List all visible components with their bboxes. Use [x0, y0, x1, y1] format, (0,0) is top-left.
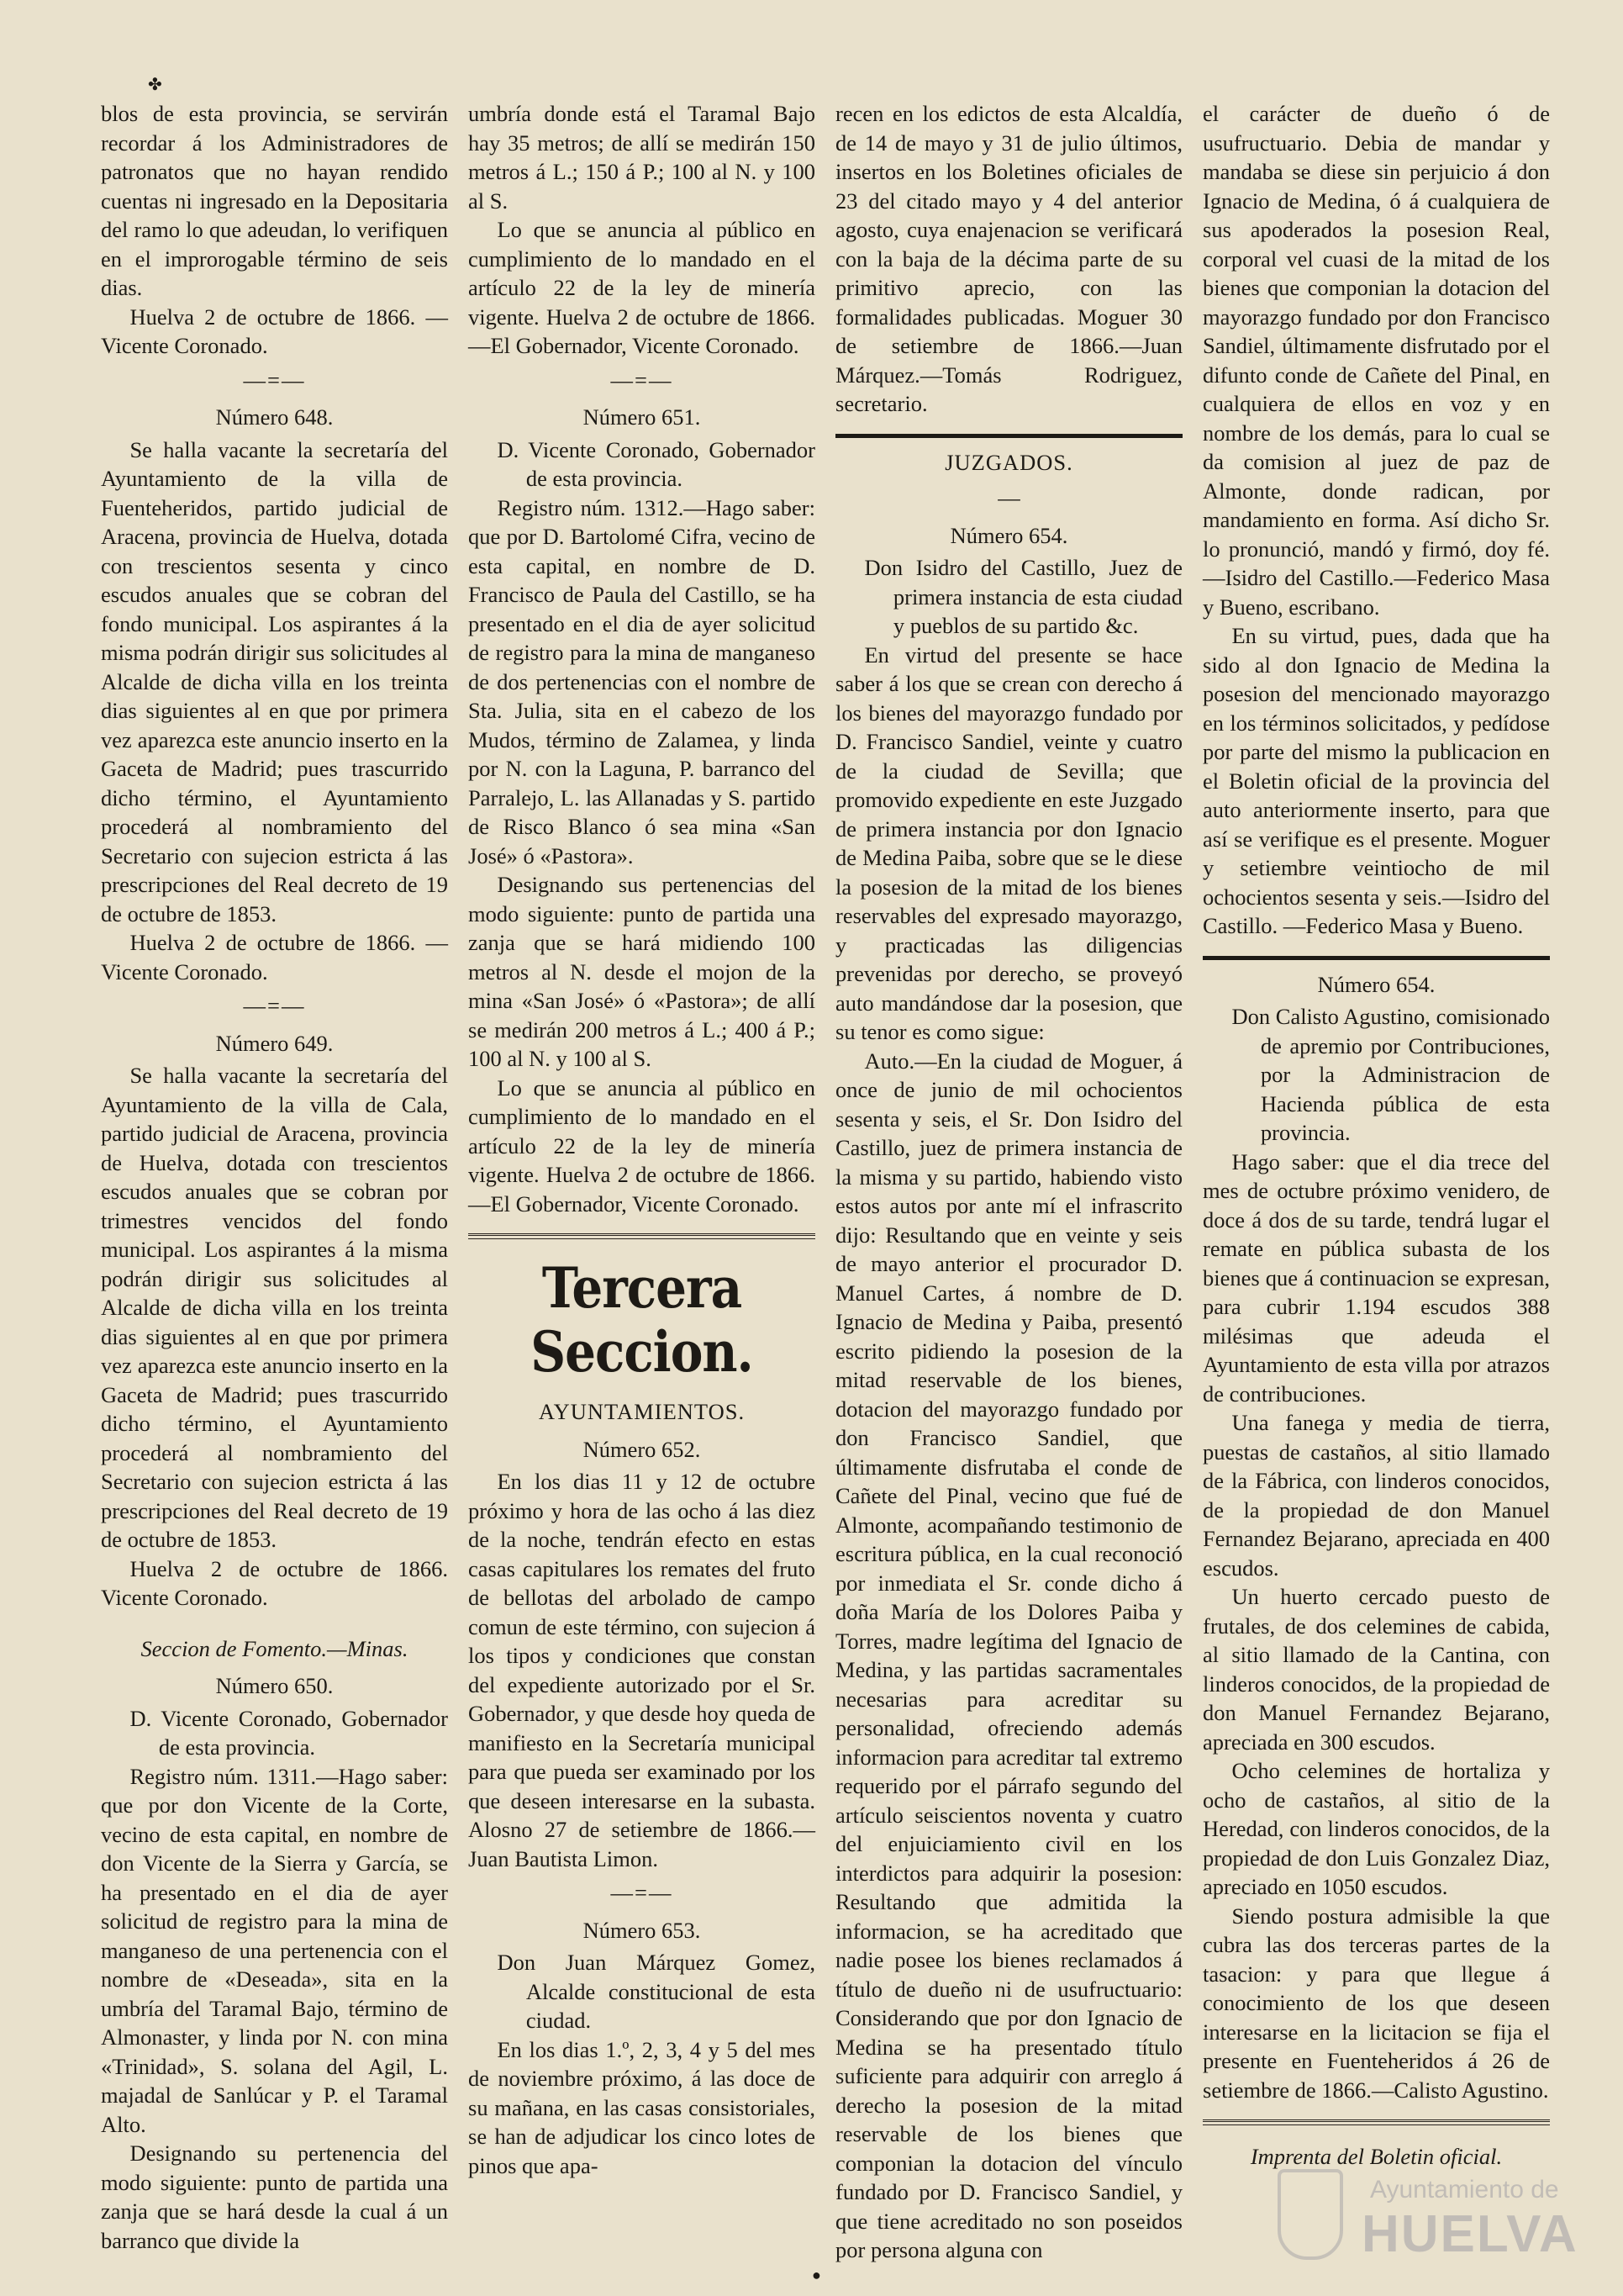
section-rule [468, 1233, 815, 1239]
separator: —=— [610, 1880, 673, 1905]
ornament-mark: ● [812, 2267, 821, 2283]
printer-credit: Imprenta del Boletin oficial. [1250, 2144, 1503, 2169]
text-paragraph: Lo que se anuncia al público en cumplimiento de lo mandado en el artículo 22 de la ley de minería vigente. Huelva 2 de octubre de 1866.—El Gobernador, Vicente Coronado. [468, 217, 815, 358]
section-main-title: Tercera Seccion. [530, 1254, 753, 1386]
text-paragraph: umbría donde está el Taramal Bajo hay 35 metros; de allí se medirán 150 metros á L.; 150 á P.; 100 al N. y 100 al S. [468, 101, 815, 214]
columns [101, 99, 1589, 2265]
notice-number: Número 652. [582, 1436, 701, 1462]
watermark-line: Ayuntamiento de [1370, 2176, 1559, 2204]
subsection-title: JUZGADOS. [945, 449, 1073, 475]
text-paragraph: Una fanega y media de tierra, puestas de castaños, al sitio llamado de la Fábrica, con linderos conocidos, de la propiedad de don Manuel Fernandez Bejarano, apreciada en 400 escudos. [1203, 1410, 1550, 1581]
notice-heading: Don Calisto Agustino, comisionado de apremio por Contribuciones, por la Administracion de Hacienda pública de esta provincia. [1231, 1004, 1550, 1145]
column-1 [101, 99, 448, 2255]
text-paragraph: Siendo postura admisible la que cubra las dos terceras partes de la tasacion: y para que llegue á conocimiento de los que deseen interesarse en la licitacion se fija el presente en Fuenteheridos á 26 de setiembre de 1866.—Calisto Agustino. [1203, 1903, 1550, 2103]
watermark-line: HUELVA [1362, 2205, 1578, 2263]
text-paragraph: Ocho celemines de hortaliza y ocho de castaños, al sitio de la Heredad, con linderos conocidos, de la propiedad de don Luis Gonzalez Diaz, apreciado en 1050 escudos. [1203, 1758, 1550, 1899]
separator-dash: — [998, 485, 1020, 510]
notice-number: Número 649. [215, 1030, 334, 1056]
signature: Huelva 2 de octubre de 1866. Vicente Coronado. [101, 1555, 448, 1610]
notice-number: Número 651. [582, 404, 701, 430]
text-paragraph: Lo que se anuncia al público en cumplimiento de lo mandado en el artículo 22 de la ley de minería vigente. Huelva 2 de octubre de 1866.—El Gobernador, Vicente Coronado. [468, 1074, 815, 1217]
separator: —=— [610, 367, 673, 393]
notice-number: Número 654. [950, 522, 1068, 548]
text-paragraph: Se halla vacante la secretaría del Ayuntamiento de la villa de Fuenteheridos, partido judicial de Aracena, provincia de Huelva, dotada con trescientos sesenta y cinco escudos anuales que se cobran del fondo municipal. Los aspirantes á la misma podrán dirigir sus solicitudes al Alcalde de dicha villa en los treinta dias siguientes al en que por primera vez aparezca este anuncio inserto en la Gaceta de Madrid; pues trascurrido dicho término, el Ayuntamiento procederá al nombramiento del Secretario con sujecion estricta á las prescripciones del Real decreto de 19 de octubre de 1853. [101, 436, 448, 926]
notice-number: Número 653. [582, 1917, 701, 1943]
text-paragraph: Auto.—En la ciudad de Moguer, á once de junio de mil ochocientos sesenta y seis, el Sr. Don Isidro del Castillo, juez de primera instancia de la misma y su partido, habiendo visto estos autos por ante mí el infrascrito dijo: Resultando que en veinte y seis de mayo anterior el procurador D. Manuel Cartes, á nombre de D. Ignacio de Medina y Paiba, presentó escrito pidiendo la posesion de la mitad reservable de los bienes, dotacion del mayorazgo fundado por don Francisco Sandiel, que últimamente disfrutaba el conde de Cañete del Pinal, vecino que fué de Almonte, acompañando testimonio de escritura pública, en la cual reconoció por inmediata el Sr. conde dicho á doña María de los Dolores Paiba y Torres, madre legítima del Ignacio de Medina, y las partidas sacramentales necesarias para acreditar su personalidad, ofreciendo además informacion para acreditar tal extremo requerido por el párrafo segundo del artículo seiscientos noventa y cuatro del enjuiciamiento civil en los interdictos para adquirir la posesion: Resultando que admitida la informacion, se ha acreditado que nadie posee los bienes reclamados á título de dueño ni de usufructuario: Considerando que por don Ignacio de Medina se ha presentado título suficiente para adquirir con arreglo á derecho la posesion de la mitad reservable de los bienes que componian la dotacion del vínculo fundado por D. Francisco Sandiel, y que tiene acreditado no son poseidos por persona alguna con [835, 1048, 1183, 2262]
text-paragraph: Se halla vacante la secretaría del Ayuntamiento de la villa de Cala, partido judicial de Aracena, provincia de Huelva, dotada con trescientos escudos anuales que se cobran por trimestres vencidos del fondo municipal. Los aspirantes á la misma podrán dirigir sus solicitudes al Alcalde de dicha villa en los treinta dias siguientes al en que por primera vez aparezca este anuncio inserto en la Gaceta de Madrid; pues trascurrido dicho término, el Ayuntamiento procederá al nombramiento del Secretario con sujecion estricta á las prescripciones del Real decreto de 19 de octubre de 1853. [101, 1063, 448, 1552]
text-paragraph: el carácter de dueño ó de usufructuario. Debia de mandar y mandaba se diese sin perjuicio á don Ignacio de Medina, ó á cualquiera de sus apoderados la posesion Real, corporal vel cuasi de la mitad de los bienes que componian la dotacion del mayorazgo fundado por don Francisco Sandiel, últimamente disfrutado por el difunto conde de Cañete del Pinal, en cualquiera de ellos en voz y en nombre de los demás, para lo cual se da comision al juez de paz de Almonte, donde radican, por mandamiento en forma. Así dicho Sr. lo pronunció, mandó y firmó, doy fé.—Isidro del Castillo.—Federico Masa y Bueno, escribano. [1203, 101, 1550, 620]
watermark-logo [1278, 2161, 1597, 2270]
separator: —=— [243, 367, 306, 393]
ornament-mark: ✤ [148, 76, 162, 94]
section-rule [835, 434, 1183, 438]
text-paragraph: Designando su pertenencia del modo siguiente: punto de partida una zanja que se hará desde la cual á un barranco que divide la [101, 2140, 448, 2253]
notice-heading: Don Juan Márquez Gomez, Alcalde constitucional de esta ciudad. [497, 1950, 815, 2033]
signature: Huelva 2 de octubre de 1866. —Vicente Coronado. [101, 930, 448, 984]
notice-heading: D. Vicente Coronado, Gobernador de esta provincia. [129, 1705, 448, 1760]
text-paragraph: En su virtud, pues, dada que ha sido al don Ignacio de Medina la posesion del mencionado mayorazgo en los términos solicitados, y pedídose por parte del mismo la publicacion en el Boletin oficial de la provincia del auto anteriormente inserto, para que así se verifique es el presente. Moguer y setiembre veintiocho de mil ochocientos sesenta y seis.—Isidro del Castillo. —Federico Masa y Bueno. [1203, 623, 1550, 938]
signature: Huelva 2 de octubre de 1866. —Vicente Coronado. [101, 303, 448, 358]
notice-heading: Don Isidro del Castillo, Juez de primera instancia de esta ciudad y pueblos de su partido &c. [864, 555, 1183, 638]
text-paragraph: En los dias 1.º, 2, 3, 4 y 5 del mes de noviembre próximo, á las doce de su mañana, en las casas consistoriales, se han de adjudicar los cinco lotes de pinos que apa- [468, 2036, 815, 2178]
text-paragraph: En virtud del presente se hace saber á los que se crean con derecho á los bienes del mayorazgo fundado por D. Francisco Sandiel, veinte y cuatro de la ciudad de Sevilla; que promovido expediente en este Juzgado de primera instancia por don Ignacio de Medina Paiba, sobre que se le diese la posesion de la mitad de los bienes reservables del expresado mayorazgo, y practicadas las diligencias prevenidas por derecho, se proveyó auto mandándose dar la posesion, que su tenor es como sigue: [835, 641, 1183, 1044]
subsection-title: AYUNTAMIENTOS. [538, 1399, 746, 1424]
separator: —=— [243, 993, 306, 1018]
text-paragraph: En los dias 11 y 12 de octubre próximo y hora de las ocho á las diez de la noche, tendrán efecto en estas casas capitulares los remates del fruto de bellotas del arbolado de campo comun de este término, con sujecion á los tipos y condiciones que constan del expediente autorizado por el Sr. Gobernador, y que desde hoy queda de manifiesto en la Secretaría municipal para que pueda ser examinado por los que deseen interesarse en la subasta. Alosno 27 de setiembre de 1866.—Juan Bautista Limon. [468, 1469, 815, 1871]
text-paragraph: Designando sus pertenencias del modo siguiente: punto de partida una zanja que se hará midiendo 100 metros al N. desde el mojon de la mina «San José» ó «Pastora»; de allí se medirán 200 metros á L.; 400 á P.; 100 al N. y 100 al S. [468, 872, 815, 1071]
notice-number: Número 648. [215, 404, 334, 430]
text-paragraph: Un huerto cercado puesto de frutales, de dos celemines de cabida, al sitio llamado de la Cantina, con linderos conocidos, de la propiedad de don Manuel Fernandez Bejarano, apreciada en 300 escudos. [1203, 1584, 1550, 1755]
text-paragraph: Registro núm. 1311.—Hago saber: que por don Vicente de la Corte, vecino de esta capital, en nombre de don Vicente de la Sierra y García, se ha presentado en el dia de ayer solicitud de registro para la mina de manganeso de una pertenencia con el nombre de «Deseada», sita en la umbría del Taramal Bajo, término de Almonaster, y linda por N. con mina «Trinidad», S. solana del Agil, L. majadal de Sanlúcar y P. el Taramal Alto. [101, 1763, 448, 2137]
closing-rule [1203, 2119, 1550, 2125]
text-paragraph: Hago saber: que el dia trece del mes de octubre próximo venidero, de doce á dos de su tarde, tendrá lugar el remate en pública subasta de los bienes que á continuacion se expresan, para cubrir 1.194 escudos 388 milésimas que adeuda el Ayuntamiento de esta villa por atrazos de contribuciones. [1203, 1148, 1550, 1407]
column-2 [468, 99, 815, 2180]
text-paragraph: blos de esta provincia, se servirán recordar á los Administradores de patronatos que no hayan rendido cuentas ni ingresado en la Depositaria del ramo lo que adeudan, lo verifiquen en el improrogable término de seis dias. [101, 101, 448, 300]
text-paragraph: recen en los edictos de esta Alcaldía, de 14 de mayo y 31 de julio últimos, insertos en los Boletines oficiales de 23 del citado mayo y 4 del anterior agosto, cuya enajenacion se verificará con la baja de la décima parte de su primitivo aprecio, con las formalidades publicadas. Moguer 30 de setiembre de 1866.—Juan Márquez.—Tomás Rodriguez, secretario. [835, 101, 1183, 416]
shield-icon [1278, 2169, 1343, 2260]
section-rule [1203, 956, 1550, 960]
text-paragraph: Registro núm. 1312.—Hago saber: que por D. Bartolomé Cifra, vecino de esta capital, en nombre de D. Francisco de Paula del Castillo, se ha presentado en el dia de ayer solicitud de registro para la mina de manganeso de dos pertenencias con el nombre de Sta. Julia, sita en el cabezo de los Mudos, término de Zalamea, y linda por N. con la Laguna, P. barranco del Parralejo, L. las Allanadas y S. partido de Risco Blanco ó sea mina «San José» ó «Pastora». [468, 494, 815, 868]
section-title: Seccion de Fomento.—Minas. [140, 1635, 408, 1661]
notice-number: Número 654. [1317, 971, 1436, 997]
column-3 [835, 99, 1183, 2265]
column-4 [1203, 99, 1550, 2172]
notice-number: Número 650. [215, 1673, 334, 1698]
notice-heading: D. Vicente Coronado, Gobernador de esta provincia. [497, 436, 815, 491]
